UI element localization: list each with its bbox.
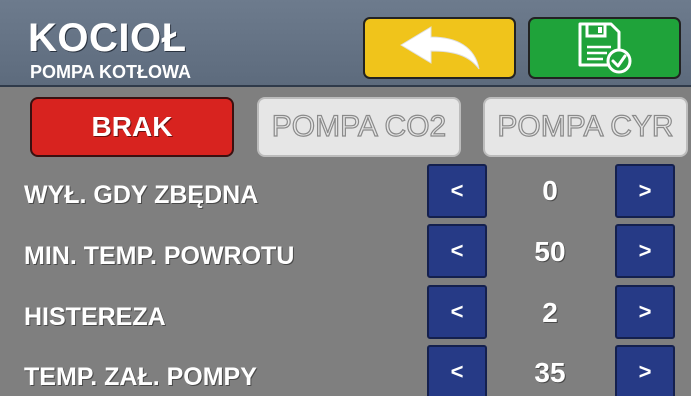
param-label-histereza: HISTEREZA xyxy=(24,303,166,331)
decrement-button-min-temp-powrotu[interactable]: < xyxy=(427,224,487,278)
param-label-wyl-gdy-zbedna: WYŁ. GDY ZBĘDNA xyxy=(24,181,259,209)
increment-button-histereza[interactable]: > xyxy=(615,285,675,339)
mode-brak-button[interactable]: BRAK xyxy=(30,97,234,157)
back-arrow-icon xyxy=(399,25,481,71)
param-label-min-temp-powrotu: MIN. TEMP. POWROTU xyxy=(24,242,295,270)
decrement-button-temp-zal-pompy[interactable]: < xyxy=(427,345,487,396)
decrement-button-wyl-gdy-zbedna[interactable]: < xyxy=(427,164,487,218)
decrement-button-histereza[interactable]: < xyxy=(427,285,487,339)
increment-button-temp-zal-pompy[interactable]: > xyxy=(615,345,675,396)
increment-button-min-temp-powrotu[interactable]: > xyxy=(615,224,675,278)
param-value-temp-zal-pompy: 35 xyxy=(534,357,566,388)
save-button[interactable] xyxy=(528,17,681,79)
param-label-temp-zal-pompy: TEMP. ZAŁ. POMPY xyxy=(24,363,257,391)
increment-button-wyl-gdy-zbedna[interactable]: > xyxy=(615,164,675,218)
param-value-wyl-gdy-zbedna: 0 xyxy=(542,175,558,206)
mode-pompa-co2-button[interactable]: POMPA CO2 xyxy=(257,97,461,157)
param-value-min-temp-powrotu: 50 xyxy=(534,236,566,267)
mode-pompa-cyr-button[interactable]: POMPA CYR xyxy=(483,97,688,157)
header-bar xyxy=(0,0,691,87)
back-button[interactable] xyxy=(363,17,516,79)
page-subtitle: POMPA KOTŁOWA xyxy=(30,62,191,82)
page-title: KOCIOŁ xyxy=(28,16,187,60)
param-value-histereza: 2 xyxy=(542,297,558,328)
floppy-save-check-icon xyxy=(577,21,633,75)
